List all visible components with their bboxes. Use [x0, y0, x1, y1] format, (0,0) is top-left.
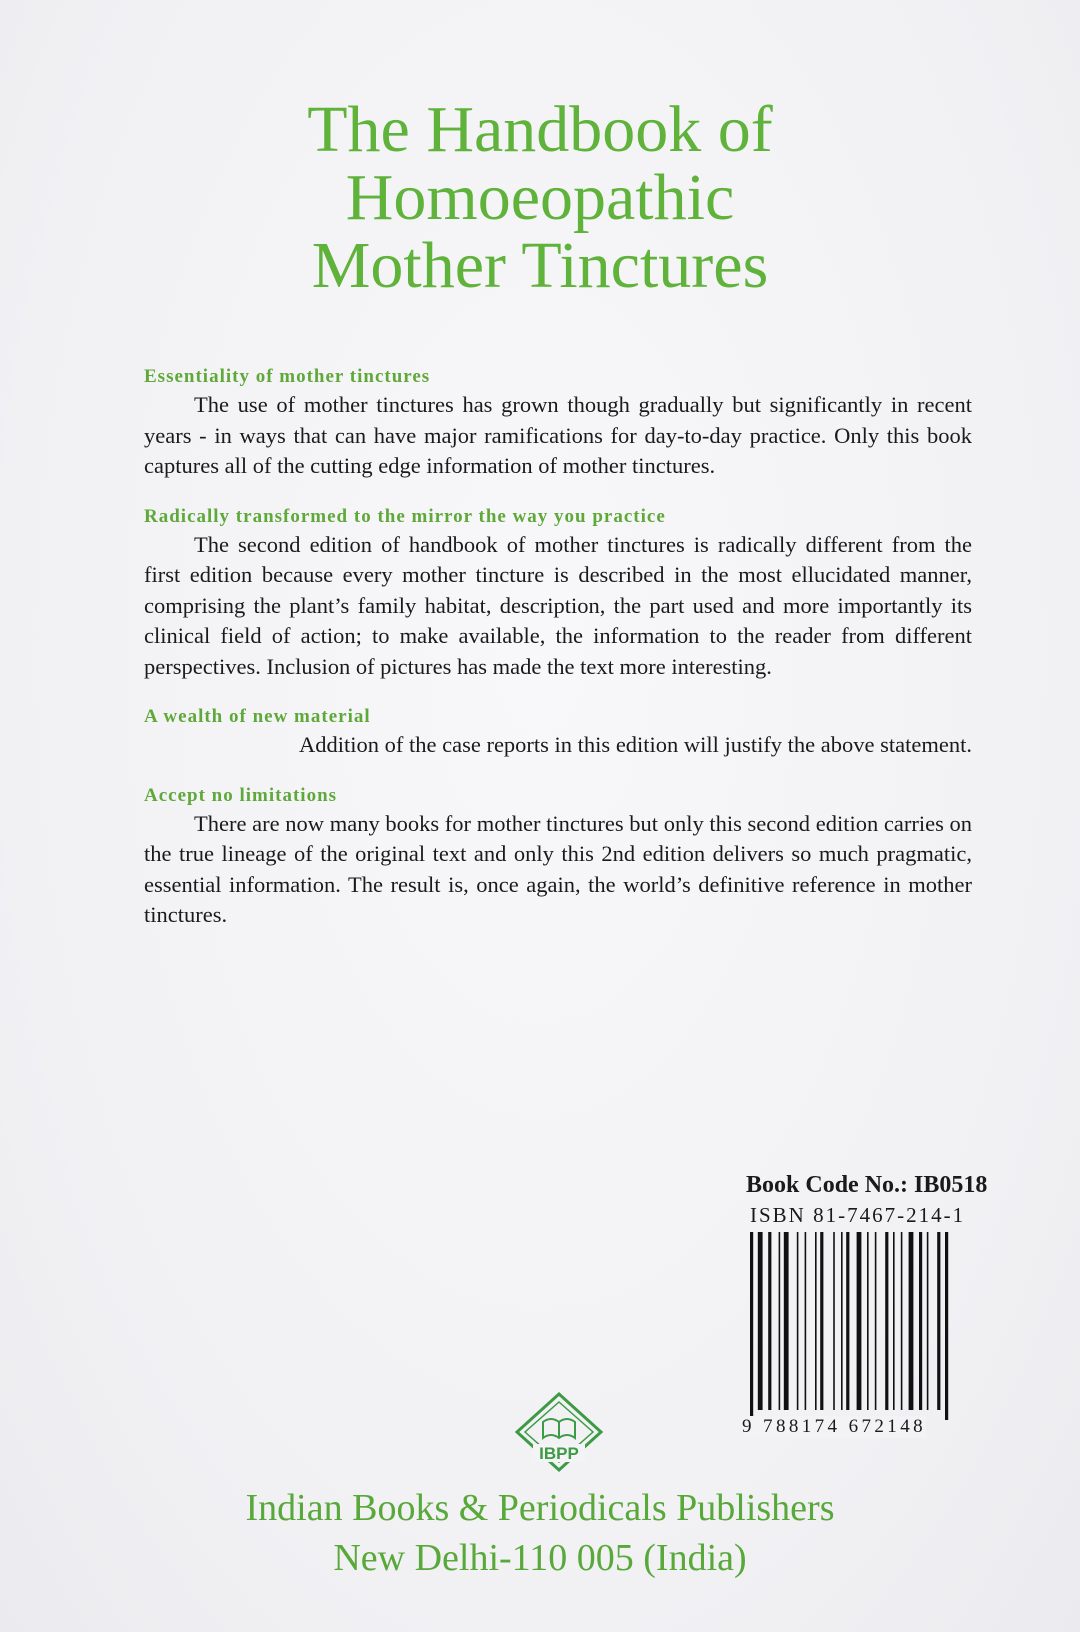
- section-heading: Accept no limitations: [144, 784, 338, 806]
- section-heading: Essentiality of mother tinctures: [144, 366, 431, 387]
- section-no-limitations: [144, 783, 972, 931]
- section-heading: Radically transformed to the mirror the way you practice: [144, 505, 666, 527]
- logo-text: IBPP: [539, 1444, 579, 1463]
- title-line-1: The Handbook of: [307, 93, 773, 166]
- section-wealth: [144, 704, 972, 761]
- publisher-logo-icon: [513, 1392, 605, 1474]
- book-title: [0, 93, 1080, 302]
- book-code: Book Code No.: IB0518: [746, 1172, 988, 1198]
- section-essentiality: [144, 364, 972, 482]
- publisher-name: Indian Books & Periodicals Publishers: [245, 1487, 835, 1529]
- barcode: [750, 1232, 1000, 1420]
- section-heading: A wealth of new material: [144, 706, 371, 727]
- title-line-3: Mother Tinctures: [311, 229, 769, 302]
- blurb: [144, 364, 972, 953]
- section-text: There are now many books for mother tinctures but only this second edition carries on the true lineage of the original text and only this 2nd edition delivers so much pragmatic, essential information. The result is, once again, the world’s definitive reference in mother tinctures.: [144, 810, 972, 927]
- publisher-address: New Delhi-110 005 (India): [333, 1537, 747, 1579]
- section-radically-transformed: [144, 504, 972, 683]
- barcode-digits: 9 788174 672148: [742, 1416, 926, 1437]
- isbn: ISBN 81-7467-214-1: [750, 1203, 966, 1227]
- section-text: The use of mother tinctures has grown though gradually but significantly in recent years - in ways that can have major ramifications for day-to-day practice. Only this book captures all of the cutting edge information of mother tinctures.: [144, 392, 972, 478]
- section-text: Addition of the case reports in this edition will justify the above statement.: [299, 732, 972, 757]
- title-line-2: Homoeopathic: [345, 161, 735, 234]
- section-text: The second edition of handbook of mother tinctures is radically different from the first edition because every mother tincture is described in the most ellucidated manner, comprising the plant’s family habitat, description, the part used and more importantly its clinical field of action; to make available, the information to the reader from different perspectives. Inclusion of pictures has made the text more interesting.: [144, 531, 972, 679]
